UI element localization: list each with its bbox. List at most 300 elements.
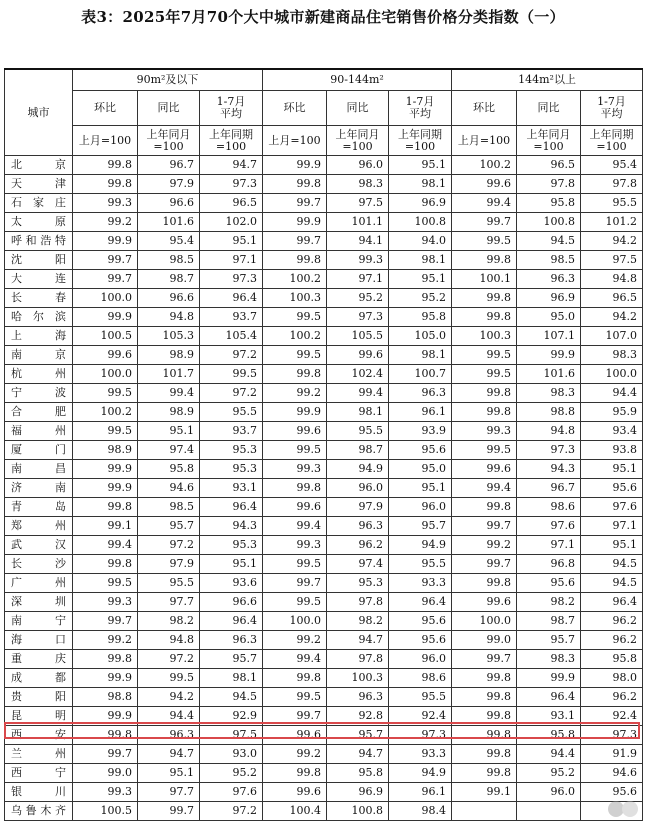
- index-value-cell: 92.8: [327, 707, 389, 726]
- index-value-cell: 107.0: [581, 327, 643, 346]
- table-row: [5, 707, 643, 726]
- index-value-cell: 99.4: [73, 536, 138, 555]
- table-row: [5, 555, 643, 574]
- city-cell: 天津: [5, 175, 73, 194]
- base-header-mom: 上月=100: [452, 126, 517, 156]
- city-cell: 北京: [5, 156, 73, 175]
- table-row: [5, 650, 643, 669]
- base-header-mom: 上月=100: [263, 126, 327, 156]
- table-row: [5, 669, 643, 688]
- index-value-cell: 93.9: [389, 422, 452, 441]
- index-value-cell: 94.5: [581, 555, 643, 574]
- index-value-cell: 94.7: [200, 156, 263, 175]
- index-value-cell: 96.0: [389, 650, 452, 669]
- table-row: [5, 327, 643, 346]
- index-value-cell: 99.8: [73, 175, 138, 194]
- index-value-cell: 94.7: [138, 745, 200, 764]
- index-value-cell: 94.8: [138, 308, 200, 327]
- index-value-cell: 98.1: [389, 346, 452, 365]
- index-value-cell: 95.6: [581, 783, 643, 802]
- index-value-cell: 94.1: [327, 232, 389, 251]
- index-value-cell: 96.6: [138, 289, 200, 308]
- index-value-cell: 100.3: [452, 327, 517, 346]
- index-value-cell: 96.6: [200, 593, 263, 612]
- index-value-cell: 97.9: [138, 175, 200, 194]
- index-value-cell: 96.1: [389, 783, 452, 802]
- index-value-cell: 99.5: [452, 232, 517, 251]
- index-value-cell: 92.9: [200, 707, 263, 726]
- index-value-cell: 97.9: [327, 498, 389, 517]
- index-value-cell: 98.1: [327, 403, 389, 422]
- table-row: [5, 441, 643, 460]
- index-value-cell: 98.7: [327, 441, 389, 460]
- table-row: [5, 574, 643, 593]
- index-value-cell: 94.5: [200, 688, 263, 707]
- table-row: [5, 764, 643, 783]
- index-value-cell: 95.1: [138, 422, 200, 441]
- index-value-cell: 99.2: [73, 631, 138, 650]
- index-value-cell: 95.8: [389, 308, 452, 327]
- index-value-cell: 97.3: [581, 726, 643, 745]
- index-value-cell: 100.4: [263, 802, 327, 821]
- city-cell: 青岛: [5, 498, 73, 517]
- index-value-cell: 99.9: [73, 479, 138, 498]
- index-value-cell: 99.5: [73, 574, 138, 593]
- index-value-cell: 99.8: [263, 479, 327, 498]
- table-row: [5, 460, 643, 479]
- group-header-medium: 90-144m²: [263, 69, 452, 91]
- index-value-cell: 98.7: [517, 612, 581, 631]
- index-value-cell: 94.0: [389, 232, 452, 251]
- index-value-cell: [517, 802, 581, 821]
- index-value-cell: 99.7: [138, 802, 200, 821]
- index-value-cell: 92.4: [389, 707, 452, 726]
- index-value-cell: 99.6: [263, 783, 327, 802]
- index-value-cell: 100.0: [452, 612, 517, 631]
- index-value-cell: 95.3: [327, 574, 389, 593]
- index-value-cell: 95.5: [389, 688, 452, 707]
- index-value-cell: 95.6: [581, 479, 643, 498]
- index-value-cell: 97.3: [200, 175, 263, 194]
- index-value-cell: 94.4: [517, 745, 581, 764]
- index-value-cell: 95.6: [517, 574, 581, 593]
- index-value-cell: 99.0: [452, 631, 517, 650]
- index-value-cell: 98.3: [517, 650, 581, 669]
- index-value-cell: 99.3: [452, 422, 517, 441]
- index-value-cell: 97.8: [327, 593, 389, 612]
- index-value-cell: 99.7: [263, 574, 327, 593]
- index-value-cell: 93.0: [200, 745, 263, 764]
- index-value-cell: 97.5: [581, 251, 643, 270]
- group-header-large: 144m²以上: [452, 69, 643, 91]
- city-cell: 南昌: [5, 460, 73, 479]
- table-row: [5, 384, 643, 403]
- index-value-cell: 100.7: [389, 365, 452, 384]
- index-value-cell: 96.4: [200, 612, 263, 631]
- index-value-cell: 99.2: [263, 745, 327, 764]
- index-value-cell: 99.7: [263, 707, 327, 726]
- index-value-cell: 94.3: [200, 517, 263, 536]
- index-value-cell: 105.0: [389, 327, 452, 346]
- watermark-logo-icon: [606, 796, 640, 822]
- index-value-cell: 96.6: [138, 194, 200, 213]
- index-value-cell: 95.3: [200, 441, 263, 460]
- index-value-cell: 99.0: [73, 764, 138, 783]
- index-value-cell: 97.6: [581, 498, 643, 517]
- index-value-cell: 97.2: [200, 384, 263, 403]
- index-value-cell: 99.5: [263, 308, 327, 327]
- index-value-cell: 99.6: [452, 175, 517, 194]
- index-value-cell: 95.7: [138, 517, 200, 536]
- index-value-cell: 99.3: [327, 251, 389, 270]
- index-value-cell: 94.4: [581, 384, 643, 403]
- index-value-cell: 99.8: [73, 726, 138, 745]
- sub-header-yoy: 同比: [517, 91, 581, 126]
- index-value-cell: 99.1: [73, 517, 138, 536]
- index-value-cell: 99.8: [263, 251, 327, 270]
- city-cell: 重庆: [5, 650, 73, 669]
- index-value-cell: 99.5: [263, 555, 327, 574]
- index-value-cell: 96.4: [581, 593, 643, 612]
- index-value-cell: 96.2: [327, 536, 389, 555]
- index-value-cell: 98.1: [200, 669, 263, 688]
- index-value-cell: 94.3: [517, 460, 581, 479]
- index-value-cell: 99.5: [452, 441, 517, 460]
- index-value-cell: 93.7: [200, 422, 263, 441]
- index-value-cell: 97.2: [138, 536, 200, 555]
- index-value-cell: 96.4: [389, 593, 452, 612]
- index-value-cell: 95.9: [581, 403, 643, 422]
- index-value-cell: 95.1: [200, 555, 263, 574]
- index-value-cell: 97.4: [138, 441, 200, 460]
- index-value-cell: 99.5: [263, 593, 327, 612]
- index-value-cell: 99.5: [263, 688, 327, 707]
- city-cell: 沈阳: [5, 251, 73, 270]
- sub-header-yoy: 同比: [327, 91, 389, 126]
- index-value-cell: 96.8: [517, 555, 581, 574]
- city-cell: 南京: [5, 346, 73, 365]
- table-title: 表3：2025年7月70个大中城市新建商品住宅销售价格分类指数（一）: [81, 8, 565, 26]
- index-value-cell: 98.3: [517, 384, 581, 403]
- index-value-cell: 96.3: [389, 384, 452, 403]
- index-value-cell: 95.4: [581, 156, 643, 175]
- index-value-cell: 95.1: [389, 270, 452, 289]
- table-row: [5, 422, 643, 441]
- index-value-cell: 95.2: [200, 764, 263, 783]
- index-value-cell: 98.7: [138, 270, 200, 289]
- index-value-cell: 100.0: [73, 289, 138, 308]
- index-value-cell: 99.8: [452, 384, 517, 403]
- base-header-ytd: 上年同期 =100: [389, 126, 452, 156]
- table-row: [5, 270, 643, 289]
- index-value-cell: 94.4: [138, 707, 200, 726]
- index-value-cell: 99.5: [200, 365, 263, 384]
- index-value-cell: 95.1: [581, 536, 643, 555]
- index-value-cell: 94.5: [517, 232, 581, 251]
- index-value-cell: 95.2: [389, 289, 452, 308]
- index-value-cell: 100.2: [263, 327, 327, 346]
- index-value-cell: 100.5: [73, 327, 138, 346]
- index-value-cell: 99.5: [452, 346, 517, 365]
- index-value-cell: 99.5: [263, 441, 327, 460]
- index-value-cell: 97.1: [581, 517, 643, 536]
- index-value-cell: 95.1: [200, 232, 263, 251]
- sub-header-mom: 环比: [263, 91, 327, 126]
- index-value-cell: 99.2: [73, 213, 138, 232]
- index-value-cell: 98.9: [73, 441, 138, 460]
- city-cell: 石家庄: [5, 194, 73, 213]
- index-value-cell: 98.2: [327, 612, 389, 631]
- index-value-cell: 95.1: [138, 764, 200, 783]
- table-row: [5, 365, 643, 384]
- index-value-cell: 96.5: [200, 194, 263, 213]
- index-value-cell: 94.2: [138, 688, 200, 707]
- index-value-cell: 99.8: [73, 650, 138, 669]
- table-row: [5, 308, 643, 327]
- index-value-cell: 99.8: [452, 688, 517, 707]
- table-row: [5, 498, 643, 517]
- index-value-cell: 100.2: [73, 403, 138, 422]
- index-value-cell: 96.0: [327, 156, 389, 175]
- index-value-cell: 96.9: [327, 783, 389, 802]
- index-value-cell: 99.7: [73, 612, 138, 631]
- index-value-cell: 96.7: [517, 479, 581, 498]
- table-row: [5, 631, 643, 650]
- index-value-cell: 95.8: [517, 726, 581, 745]
- city-cell: 杭州: [5, 365, 73, 384]
- index-value-cell: 95.2: [517, 764, 581, 783]
- index-value-cell: 100.0: [581, 365, 643, 384]
- index-value-cell: 94.9: [389, 536, 452, 555]
- index-value-cell: 94.8: [517, 422, 581, 441]
- index-value-cell: 99.8: [452, 403, 517, 422]
- index-value-cell: 95.5: [389, 555, 452, 574]
- index-value-cell: 95.6: [389, 441, 452, 460]
- index-value-cell: 94.8: [581, 270, 643, 289]
- index-value-cell: 97.5: [327, 194, 389, 213]
- index-value-cell: 101.2: [581, 213, 643, 232]
- index-value-cell: 96.3: [327, 517, 389, 536]
- index-value-cell: 100.8: [389, 213, 452, 232]
- city-cell: 太原: [5, 213, 73, 232]
- index-value-cell: 105.3: [138, 327, 200, 346]
- index-value-cell: 99.5: [263, 346, 327, 365]
- index-value-cell: 100.3: [327, 669, 389, 688]
- index-value-cell: 94.2: [581, 232, 643, 251]
- index-value-cell: 100.5: [73, 802, 138, 821]
- index-value-cell: 99.5: [73, 384, 138, 403]
- city-cell: 武汉: [5, 536, 73, 555]
- index-value-cell: 99.8: [263, 669, 327, 688]
- index-value-cell: 97.8: [327, 650, 389, 669]
- index-value-cell: 98.5: [517, 251, 581, 270]
- index-value-cell: 96.4: [200, 289, 263, 308]
- index-value-cell: 102.4: [327, 365, 389, 384]
- index-value-cell: 100.2: [452, 156, 517, 175]
- index-value-cell: 99.9: [73, 232, 138, 251]
- index-value-cell: 98.1: [389, 175, 452, 194]
- index-value-cell: 92.4: [581, 707, 643, 726]
- index-value-cell: 97.9: [138, 555, 200, 574]
- index-value-cell: 97.7: [138, 783, 200, 802]
- index-value-cell: 95.5: [200, 403, 263, 422]
- index-value-cell: 98.6: [517, 498, 581, 517]
- index-value-cell: 100.2: [263, 270, 327, 289]
- index-value-cell: 98.5: [138, 498, 200, 517]
- table-row: [5, 612, 643, 631]
- city-cell: 宁波: [5, 384, 73, 403]
- index-value-cell: 99.9: [73, 707, 138, 726]
- index-value-cell: 99.9: [263, 213, 327, 232]
- index-value-cell: 98.8: [73, 688, 138, 707]
- index-value-cell: 99.6: [263, 422, 327, 441]
- table-row: [5, 289, 643, 308]
- index-value-cell: 99.4: [452, 194, 517, 213]
- city-cell: 长春: [5, 289, 73, 308]
- city-cell: 南宁: [5, 612, 73, 631]
- index-value-cell: 99.8: [263, 175, 327, 194]
- index-value-cell: 97.7: [138, 593, 200, 612]
- index-value-cell: 98.0: [581, 669, 643, 688]
- index-value-cell: 97.2: [200, 346, 263, 365]
- index-value-cell: 99.7: [452, 213, 517, 232]
- index-value-cell: 99.4: [263, 517, 327, 536]
- city-cell: 兰州: [5, 745, 73, 764]
- table-row: [5, 232, 643, 251]
- index-value-cell: 99.2: [263, 631, 327, 650]
- index-value-cell: 99.6: [73, 346, 138, 365]
- table-row: [5, 688, 643, 707]
- index-value-cell: 93.1: [517, 707, 581, 726]
- index-value-cell: 101.6: [517, 365, 581, 384]
- index-value-cell: 99.7: [452, 650, 517, 669]
- index-value-cell: 96.4: [200, 498, 263, 517]
- sub-header-mom: 环比: [452, 91, 517, 126]
- index-value-cell: 99.7: [73, 251, 138, 270]
- base-header-mom: 上月=100: [73, 126, 138, 156]
- index-value-cell: 99.9: [73, 308, 138, 327]
- sub-header-ytd: 1-7月 平均: [200, 91, 263, 126]
- city-cell: 大连: [5, 270, 73, 289]
- index-value-cell: 93.8: [581, 441, 643, 460]
- index-value-cell: 97.1: [327, 270, 389, 289]
- table-row: [5, 802, 643, 821]
- table-row: [5, 517, 643, 536]
- index-value-cell: 94.9: [389, 764, 452, 783]
- index-value-cell: 99.2: [452, 536, 517, 555]
- index-value-cell: 99.8: [452, 289, 517, 308]
- city-cell: 昆明: [5, 707, 73, 726]
- index-value-cell: 96.4: [517, 688, 581, 707]
- index-value-cell: 93.7: [200, 308, 263, 327]
- index-value-cell: 98.2: [517, 593, 581, 612]
- index-value-cell: 94.5: [581, 574, 643, 593]
- base-header-yoy: 上年同月 =100: [517, 126, 581, 156]
- base-header-yoy: 上年同月 =100: [138, 126, 200, 156]
- index-value-cell: 99.8: [452, 308, 517, 327]
- index-value-cell: 99.7: [263, 232, 327, 251]
- index-value-cell: 95.5: [581, 194, 643, 213]
- city-cell: 乌鲁木齐: [5, 802, 73, 821]
- index-value-cell: 98.5: [138, 251, 200, 270]
- index-value-cell: 96.2: [581, 612, 643, 631]
- index-value-cell: 94.7: [327, 631, 389, 650]
- index-value-cell: 100.8: [517, 213, 581, 232]
- index-value-cell: 98.3: [581, 346, 643, 365]
- index-value-cell: 98.9: [138, 346, 200, 365]
- index-value-cell: 97.3: [517, 441, 581, 460]
- table-row: [5, 479, 643, 498]
- index-value-cell: 97.3: [200, 270, 263, 289]
- index-value-cell: 97.4: [327, 555, 389, 574]
- index-value-cell: [452, 802, 517, 821]
- index-value-cell: 95.0: [517, 308, 581, 327]
- index-value-cell: 100.0: [73, 365, 138, 384]
- index-value-cell: 99.8: [263, 365, 327, 384]
- index-value-cell: 95.2: [327, 289, 389, 308]
- table-row: [5, 194, 643, 213]
- index-value-cell: 101.6: [138, 213, 200, 232]
- index-value-cell: 97.6: [517, 517, 581, 536]
- index-value-cell: 99.9: [73, 669, 138, 688]
- index-value-cell: 99.6: [452, 460, 517, 479]
- index-value-cell: 97.5: [200, 726, 263, 745]
- index-value-cell: 96.5: [517, 156, 581, 175]
- index-value-cell: 102.0: [200, 213, 263, 232]
- index-value-cell: 99.8: [73, 555, 138, 574]
- index-value-cell: 95.8: [581, 650, 643, 669]
- index-value-cell: 100.3: [263, 289, 327, 308]
- index-value-cell: 96.5: [581, 289, 643, 308]
- index-value-cell: 99.7: [73, 270, 138, 289]
- index-value-cell: 95.7: [389, 517, 452, 536]
- index-value-cell: 96.0: [517, 783, 581, 802]
- price-index-table: [4, 68, 643, 821]
- index-value-cell: 99.4: [327, 384, 389, 403]
- index-value-cell: 95.8: [327, 764, 389, 783]
- index-value-cell: 98.6: [389, 669, 452, 688]
- index-value-cell: 99.6: [327, 346, 389, 365]
- city-cell: 厦门: [5, 441, 73, 460]
- city-cell: 西安: [5, 726, 73, 745]
- index-value-cell: 94.2: [581, 308, 643, 327]
- index-value-cell: 96.0: [327, 479, 389, 498]
- index-value-cell: 99.8: [452, 745, 517, 764]
- index-value-cell: 100.1: [452, 270, 517, 289]
- index-value-cell: 99.3: [73, 783, 138, 802]
- index-value-cell: 97.1: [517, 536, 581, 555]
- index-value-cell: 99.3: [73, 593, 138, 612]
- index-value-cell: 101.1: [327, 213, 389, 232]
- index-value-cell: 99.9: [263, 403, 327, 422]
- index-value-cell: 95.7: [517, 631, 581, 650]
- index-value-cell: 99.7: [263, 194, 327, 213]
- table-row: [5, 346, 643, 365]
- city-cell: 济南: [5, 479, 73, 498]
- index-value-cell: 99.5: [452, 365, 517, 384]
- index-value-cell: 99.9: [263, 156, 327, 175]
- index-value-cell: 95.4: [138, 232, 200, 251]
- index-value-cell: 100.8: [327, 802, 389, 821]
- index-value-cell: 96.2: [581, 688, 643, 707]
- index-value-cell: 99.2: [263, 384, 327, 403]
- city-column-header: 城市: [5, 69, 73, 156]
- index-value-cell: 99.9: [73, 460, 138, 479]
- index-value-cell: 99.5: [138, 669, 200, 688]
- index-value-cell: 99.8: [452, 707, 517, 726]
- city-cell: 上海: [5, 327, 73, 346]
- index-value-cell: 98.1: [389, 251, 452, 270]
